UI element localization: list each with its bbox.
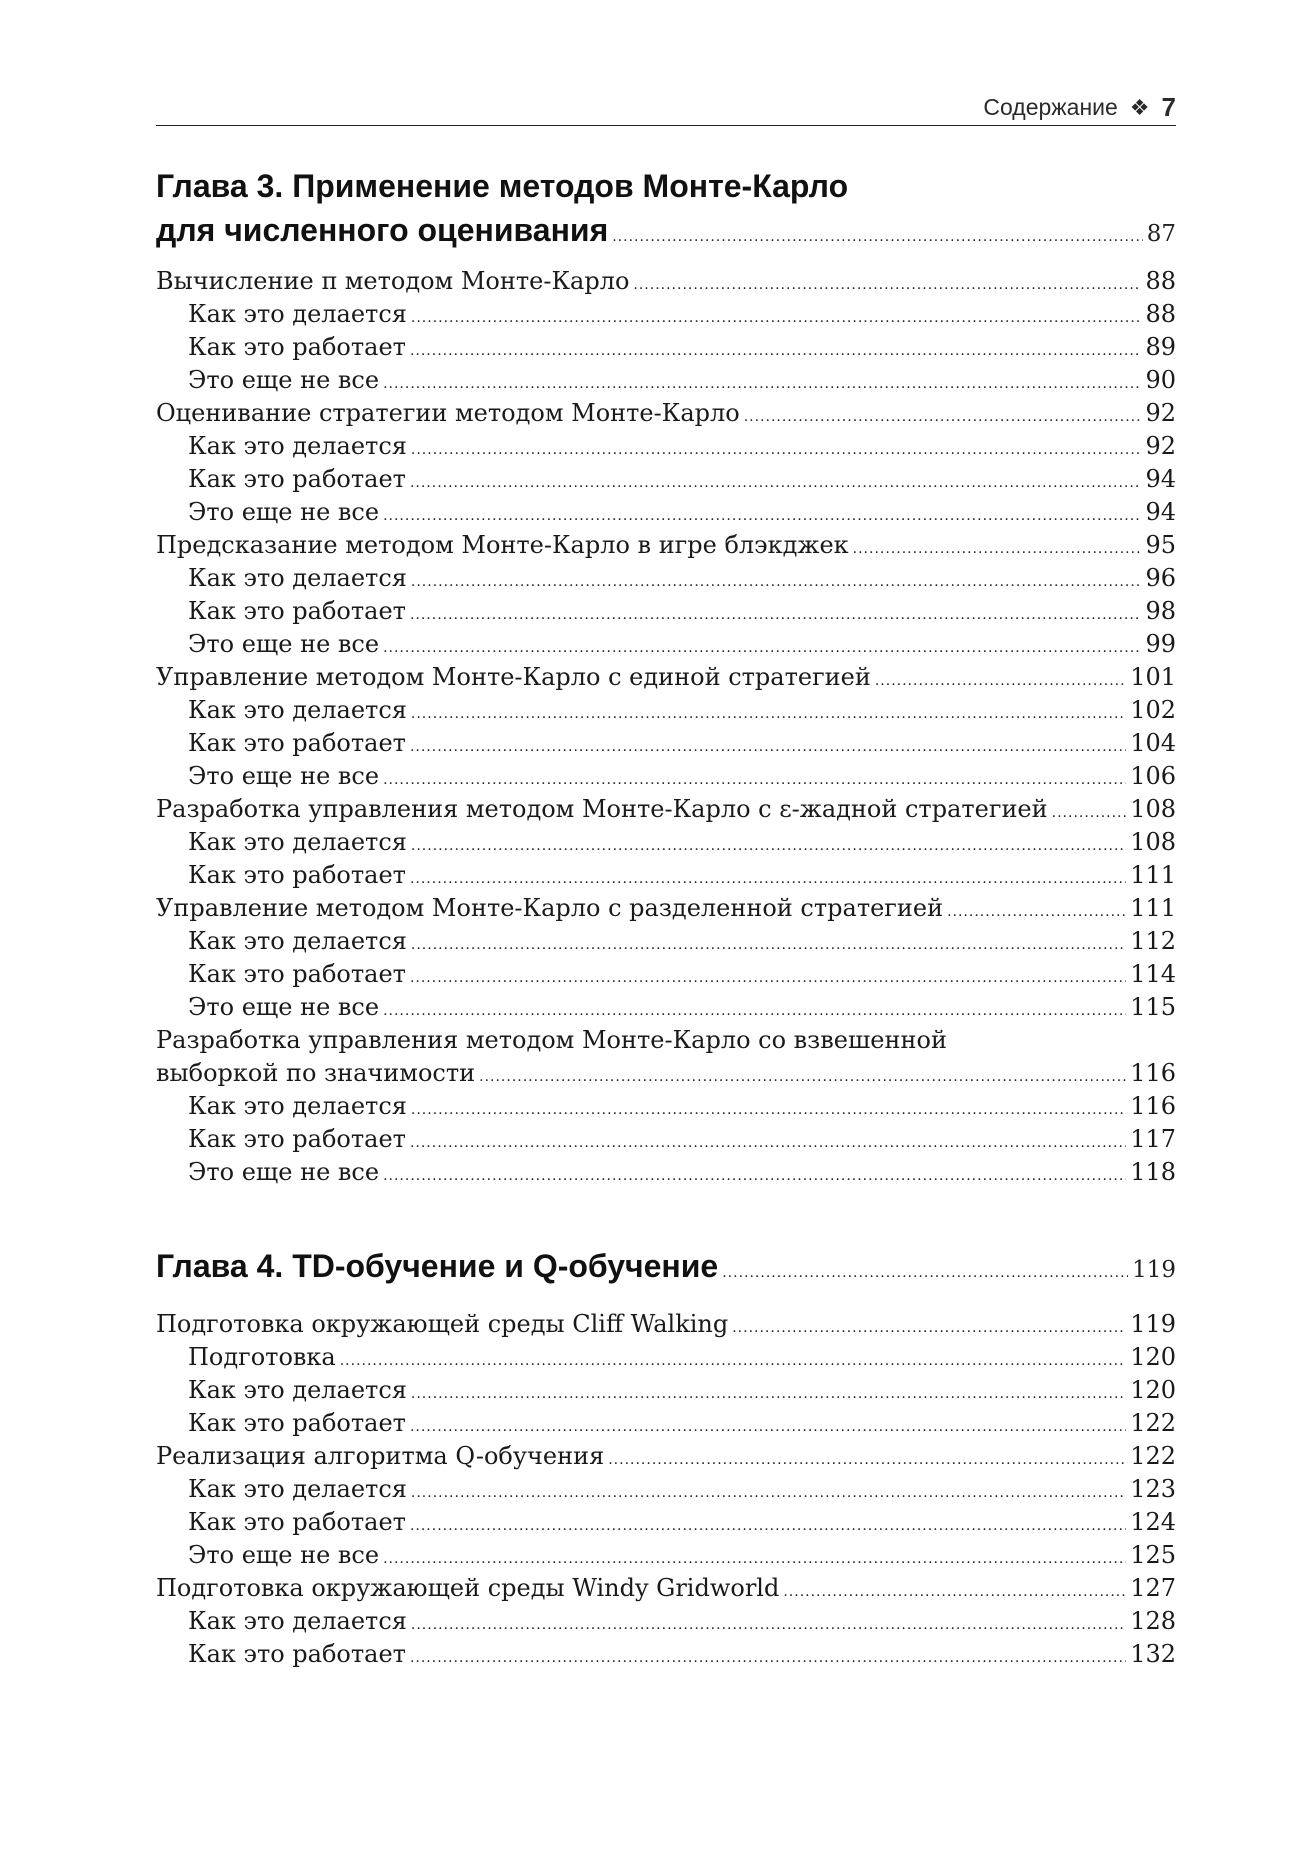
toc-entry-page: 108 (1130, 828, 1176, 856)
toc-subsection[interactable] (156, 1473, 1176, 1506)
toc-entry-page: 111 (1130, 861, 1176, 889)
toc-entry-text: Как это работает (188, 333, 406, 361)
toc-entry-page: 124 (1130, 1508, 1176, 1536)
toc-entry-page: 117 (1130, 1125, 1176, 1153)
toc-entry-text: Как это делается (188, 300, 407, 328)
toc-entry-page: 112 (1130, 927, 1176, 955)
dot-leader (410, 1127, 1126, 1160)
toc-subsection[interactable] (156, 1539, 1176, 1572)
toc-entry-page: 96 (1145, 564, 1176, 592)
toc-entry-text: Как это работает (188, 1640, 406, 1668)
toc-entry-text: Это еще не все (188, 1541, 380, 1569)
toc-entry-page: 125 (1130, 1541, 1176, 1569)
toc-entry-text: Как это делается (188, 1607, 407, 1635)
toc-subsection[interactable] (156, 727, 1176, 760)
toc-entry-page: 116 (1130, 1092, 1176, 1120)
toc-subsection[interactable] (156, 628, 1176, 661)
toc-entry-page: 106 (1130, 762, 1176, 790)
toc-entry-page: 108 (1130, 795, 1176, 823)
toc-subsection[interactable] (156, 1374, 1176, 1407)
toc-entry-text: Управление методом Монте-Карло с разделенной стратегией (156, 894, 944, 922)
dot-leader (410, 962, 1126, 995)
toc-entry-page: 118 (1130, 1158, 1176, 1186)
toc-entry-page: 95 (1145, 531, 1176, 559)
toc-section[interactable] (156, 397, 1176, 430)
chapter-4-entries (156, 1308, 1176, 1671)
toc-entry-page: 128 (1130, 1607, 1176, 1635)
dot-leader (410, 1510, 1126, 1543)
toc-subsection[interactable] (156, 364, 1176, 397)
dot-leader (411, 698, 1126, 731)
toc-entry-text: Подготовка окружающей среды Windy Gridworld (156, 1574, 780, 1602)
toc-subsection[interactable] (156, 595, 1176, 628)
dot-leader (410, 731, 1126, 764)
dot-leader (947, 896, 1126, 929)
chapter-3-heading[interactable] (156, 164, 1176, 252)
ornament-icon: ❖ (1129, 94, 1150, 120)
toc-entry-page: 94 (1145, 465, 1176, 493)
toc-entry-text: Как это работает (188, 1409, 406, 1437)
chapter-title-line: для численного оценивания (156, 212, 609, 248)
toc-entry-page: 104 (1130, 729, 1176, 757)
toc-entry-page: 114 (1130, 960, 1176, 988)
dot-leader (410, 1642, 1126, 1675)
toc-entry-page: 101 (1130, 663, 1176, 691)
dot-leader (1052, 797, 1127, 830)
toc-entry-text: Как это делается (188, 696, 407, 724)
toc-subsection[interactable] (156, 298, 1176, 331)
toc-entry-text: Как это делается (188, 1475, 407, 1503)
chapter-4-heading[interactable] (156, 1244, 1176, 1288)
toc-entry-text: Реализация алгоритма Q-обучения (156, 1442, 605, 1470)
toc-section[interactable] (156, 1572, 1176, 1605)
toc-subsection[interactable] (156, 496, 1176, 529)
dot-leader (340, 1345, 1126, 1378)
toc-entry-page: 127 (1130, 1574, 1176, 1602)
toc-entry-text: Как это работает (188, 465, 406, 493)
dot-leader (853, 533, 1142, 566)
toc-section[interactable] (156, 661, 1176, 694)
toc-section[interactable] (156, 1308, 1176, 1341)
toc-entry-page: 120 (1130, 1343, 1176, 1371)
dot-leader (411, 929, 1126, 962)
toc-entry-page: 92 (1145, 432, 1176, 460)
toc-entry-page: 132 (1130, 1640, 1176, 1668)
toc-subsection[interactable] (156, 826, 1176, 859)
toc-entry-page: 120 (1130, 1376, 1176, 1404)
chapter-title-line: Глава 4. TD-обучение и Q-обучение (156, 1248, 719, 1284)
dot-leader (633, 269, 1141, 302)
toc-entry-text: Как это работает (188, 861, 406, 889)
toc-subsection[interactable] (156, 991, 1176, 1024)
header-rule (156, 125, 1176, 126)
toc-entry-page: 116 (1130, 1059, 1176, 1087)
dot-leader (411, 566, 1142, 599)
dot-leader (410, 599, 1142, 632)
dot-leader (783, 1576, 1126, 1609)
toc-entry-page: 88 (1145, 300, 1176, 328)
toc-entry-text: Это еще не все (188, 762, 380, 790)
dot-leader (608, 1444, 1126, 1477)
toc-subsection[interactable] (156, 1638, 1176, 1671)
chapter-3-entries (156, 265, 1176, 1189)
toc-entry-text: Управление методом Монте-Карло с единой стратегией (156, 663, 871, 691)
toc-subsection[interactable] (156, 430, 1176, 463)
toc-entry-text: Вычисление π методом Монте-Карло (156, 267, 630, 295)
toc-entry-page: 122 (1130, 1442, 1176, 1470)
toc-entry-text: Это еще не все (188, 1158, 380, 1186)
toc-entry-text: Как это делается (188, 927, 407, 955)
dot-leader (411, 302, 1142, 335)
toc-entry-page: 89 (1145, 333, 1176, 361)
toc-entry-text: Как это делается (188, 432, 407, 460)
dot-leader (411, 1609, 1126, 1642)
toc-entry-page: 123 (1130, 1475, 1176, 1503)
chapter-page: 87 (1146, 221, 1176, 247)
toc-subsection[interactable] (156, 1605, 1176, 1638)
toc-entry-text: Как это делается (188, 564, 407, 592)
toc-section[interactable] (156, 1440, 1176, 1473)
dot-leader (410, 335, 1142, 368)
dot-leader (722, 1251, 1128, 1295)
toc-entry-text: Разработка управления методом Монте-Карло со взвешенной (156, 1026, 947, 1054)
chapter-page: 119 (1132, 1257, 1176, 1283)
toc-entry-page: 102 (1130, 696, 1176, 724)
toc-subsection[interactable] (156, 463, 1176, 496)
dot-leader (411, 1477, 1126, 1510)
toc-entry-text: Это еще не все (188, 498, 380, 526)
toc-entry-text: Подготовка (188, 1343, 336, 1371)
toc-section[interactable] (156, 892, 1176, 925)
toc-entry-text: Как это работает (188, 729, 406, 757)
toc-entry-text: Это еще не все (188, 366, 380, 394)
toc-entry-page: 111 (1130, 894, 1176, 922)
toc-entry-page: 90 (1145, 366, 1176, 394)
toc-entry-page: 88 (1145, 267, 1176, 295)
toc-subsection[interactable] (156, 331, 1176, 364)
toc-entry-text: Как это делается (188, 828, 407, 856)
running-head-section: Содержание (983, 94, 1118, 120)
dot-leader (383, 1160, 1126, 1193)
dot-leader (410, 467, 1142, 500)
toc-entry-text: Разработка управления методом Монте-Карло с ε-жадной стратегией (156, 795, 1048, 823)
toc-entry-page: 122 (1130, 1409, 1176, 1437)
toc-subsection[interactable] (156, 859, 1176, 892)
toc-subsection[interactable] (156, 562, 1176, 595)
toc-entry-text: выборкой по значимости (156, 1059, 476, 1087)
toc-section[interactable] (156, 529, 1176, 562)
toc-section[interactable] (156, 793, 1176, 826)
toc-subsection[interactable] (156, 958, 1176, 991)
toc-entry-text: Предсказание методом Монте-Карло в игре блэкджек (156, 531, 849, 559)
toc-entry-text: Как это делается (188, 1376, 407, 1404)
chapter-title-line: Глава 3. Применение методов Монте-Карло (156, 168, 849, 204)
dot-leader (411, 1094, 1126, 1127)
toc-subsection[interactable] (156, 1407, 1176, 1440)
toc-subsection[interactable] (156, 1123, 1176, 1156)
toc-subsection[interactable] (156, 760, 1176, 793)
toc-entry-page: 115 (1130, 993, 1176, 1021)
running-head (983, 92, 1176, 123)
toc-entry-text: Как это работает (188, 1508, 406, 1536)
toc-entry-text: Как это работает (188, 1125, 406, 1153)
toc-entry-page: 98 (1145, 597, 1176, 625)
toc-entry-page: 92 (1145, 399, 1176, 427)
dot-leader (479, 1061, 1126, 1094)
toc-entry-text: Оценивание стратегии методом Монте-Карло (156, 399, 740, 427)
toc-subsection[interactable] (156, 1090, 1176, 1123)
toc-subsection[interactable] (156, 1341, 1176, 1374)
toc-entry-page: 119 (1130, 1310, 1176, 1338)
dot-leader (612, 215, 1142, 259)
toc-subsection[interactable] (156, 1506, 1176, 1539)
dot-leader (411, 1378, 1126, 1411)
dot-leader (875, 665, 1126, 698)
toc-subsection[interactable] (156, 925, 1176, 958)
toc-entry-text: Как это делается (188, 1092, 407, 1120)
dot-leader (411, 830, 1126, 863)
dot-leader (744, 401, 1142, 434)
toc-entry-text: Это еще не все (188, 993, 380, 1021)
toc-entry-text: Подготовка окружающей среды Cliff Walking (156, 1310, 729, 1338)
toc-section[interactable] (156, 265, 1176, 298)
toc-entry-text: Как это работает (188, 960, 406, 988)
toc-entry-text: Это еще не все (188, 630, 380, 658)
toc-entry-page: 94 (1145, 498, 1176, 526)
toc-entry-text: Как это работает (188, 597, 406, 625)
dot-leader (411, 434, 1142, 467)
toc-entry-page: 99 (1145, 630, 1176, 658)
dot-leader (732, 1312, 1126, 1345)
toc-subsection[interactable] (156, 1156, 1176, 1189)
toc-section[interactable] (156, 1024, 1176, 1090)
toc-subsection[interactable] (156, 694, 1176, 727)
page-number: 7 (1161, 92, 1176, 122)
